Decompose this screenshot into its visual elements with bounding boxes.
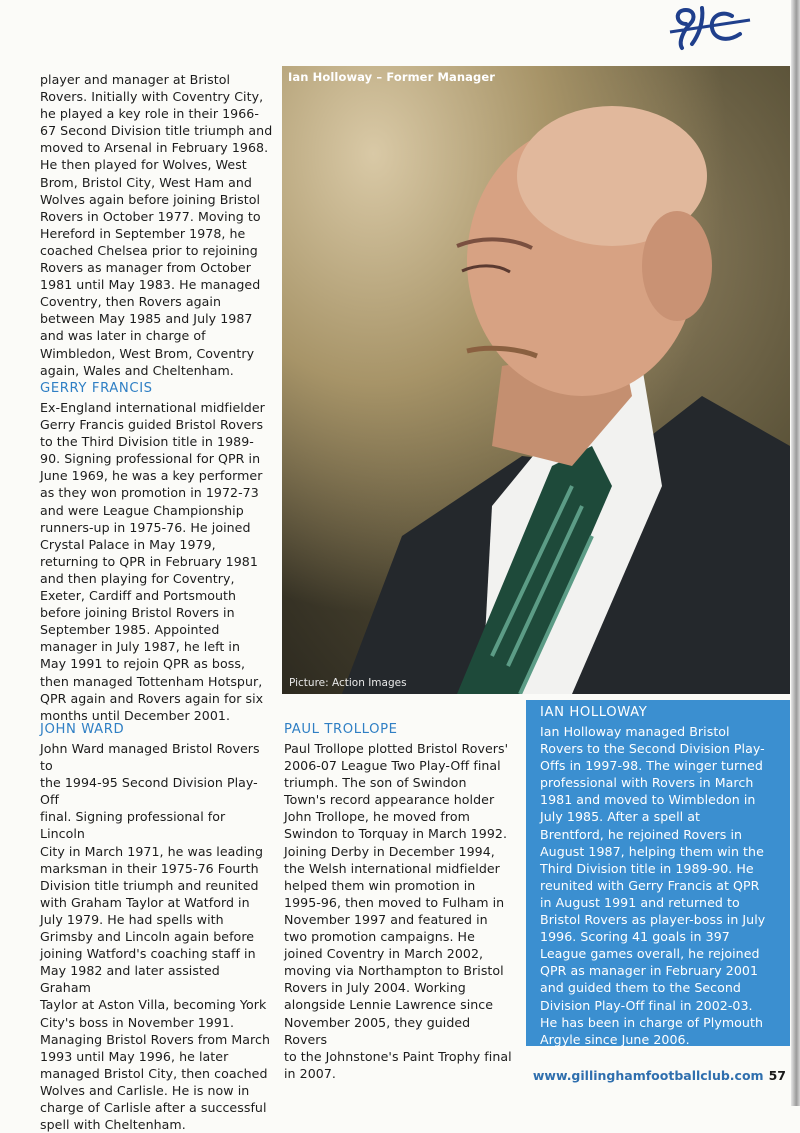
paul-trollope-heading: PAUL TROLLOPE	[284, 722, 398, 737]
gerry-francis-section	[40, 381, 275, 724]
gerry-francis-text: Ex-England international midfielder Gerry Francis guided Bristol Rovers to the Third Division title in 1989- 90. Signing professional for QPR in June 1969, he was a key performer as they won promotion in 1972-73 and were League Championship runners-up in 1975-76. He joined Crystal Palace in May 1979, returning to QPR in February 1981 and then playing for Coventry, Exeter, Cardiff and Portsmouth before joining Bristol Rovers in September 1985. Appointed manager in July 1987, he left in May 1991 to rejoin QPR as boss, then managed Tottenham Hotspur, QPR again and Rovers again for six months until December 2001.	[40, 400, 265, 723]
website-url[interactable]: www.gillinghamfootballclub.com	[532, 1068, 764, 1083]
ian-holloway-section	[540, 705, 784, 1048]
portrait-illustration	[282, 66, 790, 694]
photo-caption: Ian Holloway – Former Manager	[288, 70, 495, 84]
paul-trollope-text: Paul Trollope plotted Bristol Rovers' 2006-07 League Two Play-Off final triumph. The son of Swindon Town's record appearance holder John Trollope, he moved from Swindon to Torquay in March 1992. Joining Derby in December 1994, the Welsh international midfielder helped them win promotion in 1995-96, then moved to Fulham in November 1997 and featured in two promotion campaigns. He joined Coventry in March 2002, moving via Northampton to Bristol Rovers in July 2004. Working alongside Lennie Lawrence since November 2005, they guided Rovers to the Johnstone's Paint Trophy final in 2007.	[284, 741, 512, 1081]
page-edge	[791, 0, 800, 1106]
page-number: 57	[768, 1068, 786, 1083]
club-logo	[668, 2, 752, 52]
john-ward-text: John Ward managed Bristol Rovers to the 1994-95 Second Division Play-Off final. Signing professional for Lincoln City in March 1971, he was leading marksman in their 1975-76 Fourth Division title triumph and reunited with Graham Taylor at Watford in July 1979. He had spells with Grimsby and Lincoln again before joining Watford's coaching staff in May 1982 and later assisted Graham Taylor at Aston Villa, becoming York City's boss in November 1991. Managing Bristol Rovers from March 1993 until May 1996, he later managed Bristol City, then coached Wolves and Carlisle. He is now in charge of Carlisle after a successful spell with Cheltenham.	[40, 741, 271, 1133]
gerry-francis-heading: GERRY FRANCIS	[40, 381, 153, 396]
intro-text: player and manager at Bristol Rovers. Initially with Coventry City, he played a key role in their 1966- 67 Second Division title triumph and moved to Arsenal in February 1968. He then played for Wolves, West Brom, Bristol City, West Ham and Wolves again before joining Bristol Rovers in October 1977. Moving to Hereford in September 1978, he coached Chelsea prior to rejoining Rovers as manager from October 1981 until May 1983. He managed Coventry, then Rovers again between May 1985 and July 1987 and was later in charge of Wimbledon, West Brom, Coventry again, Wales and Cheltenham.	[40, 72, 273, 378]
intro-column	[40, 71, 275, 379]
photo-credit: Picture: Action Images	[289, 677, 407, 689]
john-ward-section	[40, 722, 270, 1133]
ian-holloway-photo	[282, 66, 790, 694]
ian-holloway-text: Ian Holloway managed Bristol Rovers to the Second Division Play- Offs in 1997-98. The winger turned professional with Rovers in March 1981 and moved to Wimbledon in July 1985. After a spell at Brentford, he rejoined Rovers in August 1987, helping them win the Third Division title in 1989-90. He reunited with Gerry Francis at QPR in August 1991 and returned to Bristol Rovers as player-boss in July 1996. Scoring 41 goals in 397 League games overall, he rejoined QPR as manager in February 2001 and guided them to the Second Division Play-Off final in 2002-03. He has been in charge of Plymouth Argyle since June 2006.	[540, 724, 766, 1047]
john-ward-heading: JOHN WARD	[40, 722, 125, 737]
ian-holloway-heading: IAN HOLLOWAY	[540, 705, 648, 720]
ian-holloway-box	[526, 700, 790, 1046]
page-footer	[524, 1068, 786, 1083]
paul-trollope-section	[284, 722, 516, 1082]
